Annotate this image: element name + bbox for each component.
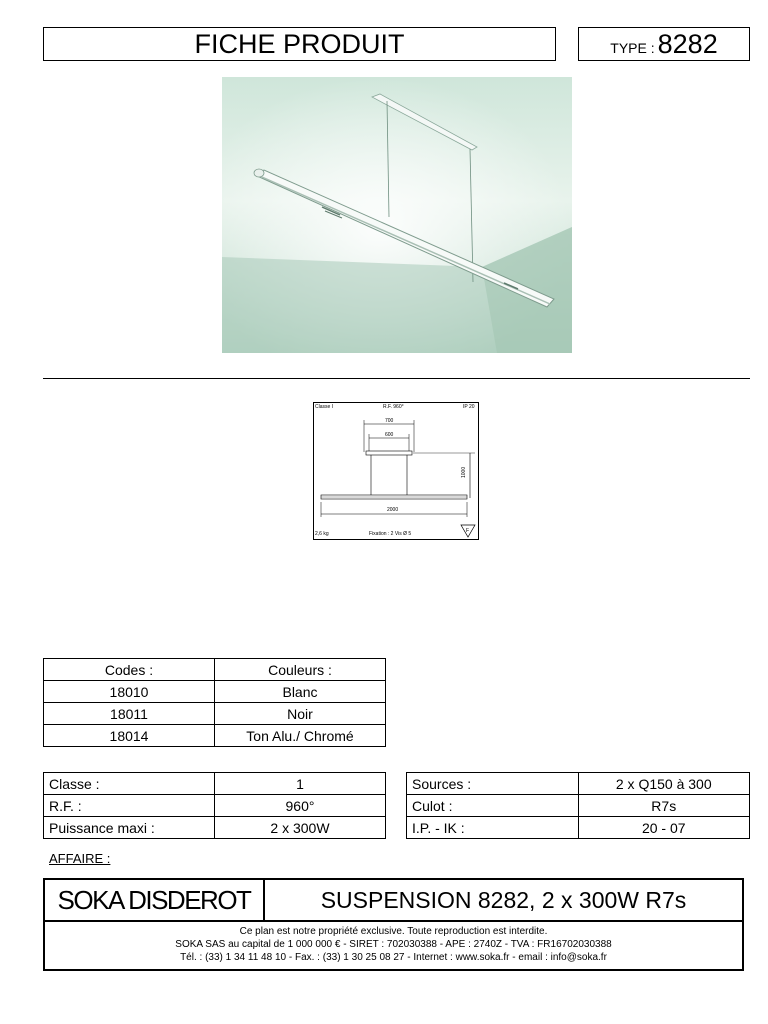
technical-drawing: [313, 402, 479, 540]
drawing-dim-1000: 1000: [461, 466, 467, 478]
legal-line: Ce plan est notre propriété exclusive. Toute reproduction est interdite.: [239, 926, 548, 937]
spec-value: 2 x Q150 à 300: [578, 773, 750, 795]
svg-text:F: F: [466, 528, 470, 534]
table-cell-color: Noir: [215, 703, 386, 725]
company-logo: SOKA DISDEROT: [45, 880, 265, 920]
spec-label: Puissance maxi :: [44, 817, 215, 839]
table-row: [44, 681, 386, 703]
table-row: [44, 817, 386, 839]
drawing-ip: IP 20: [463, 404, 475, 410]
type-number: 8282: [657, 28, 718, 59]
affaire-label: AFFAIRE :: [49, 851, 111, 866]
spec-label: Sources :: [407, 773, 579, 795]
drawing-rf: R.F. 960°: [383, 404, 404, 410]
drawing-weight: 2,6 kg: [315, 531, 329, 537]
codes-table: [43, 658, 386, 747]
spec-value: 960°: [215, 795, 386, 817]
type-label: TYPE :: [610, 40, 655, 56]
table-row: [407, 795, 750, 817]
legal-line: SOKA SAS au capital de 1 000 000 € - SIRET : 702030388 - APE : 2740Z - TVA : FR16702030388: [175, 939, 612, 950]
type-box: [578, 27, 750, 61]
drawing-dim-600: 600: [385, 432, 394, 438]
table-row: [44, 795, 386, 817]
drawing-classe: Classe I: [315, 404, 334, 410]
page-title-box: [43, 27, 556, 61]
table-header-row: [44, 659, 386, 681]
table-cell-code: 18010: [44, 681, 215, 703]
spec-value: 2 x 300W: [215, 817, 386, 839]
footer-box: [43, 878, 744, 971]
footer-divider: [45, 920, 742, 922]
table-row: [407, 817, 750, 839]
table-cell-code: 18014: [44, 725, 215, 747]
specs-left-table: [43, 772, 386, 839]
specs-right-table: [406, 772, 750, 839]
table-header-cell: Codes :: [44, 659, 215, 681]
spec-value: 1: [215, 773, 386, 795]
product-title: SUSPENSION 8282, 2 x 300W R7s: [320, 886, 687, 913]
legal-line: Tél. : (33) 1 34 11 48 10 - Fax. : (33) 1 30 25 08 27 - Internet : www.soka.fr - email : info@soka.fr: [180, 952, 607, 963]
table-cell-color: Ton Alu./ Chromé: [215, 725, 386, 747]
spec-value: R7s: [578, 795, 750, 817]
spec-label: Classe :: [44, 773, 215, 795]
product-photo: [222, 77, 572, 353]
table-cell-code: 18011: [44, 703, 215, 725]
table-header-cell: Couleurs :: [215, 659, 386, 681]
drawing-dim-2000: 2000: [387, 507, 399, 513]
table-row: [44, 703, 386, 725]
drawing-fixation: Fixation : 2 Vis Ø 5: [369, 531, 412, 537]
divider: [43, 378, 750, 379]
spec-label: Culot :: [407, 795, 579, 817]
table-row: [44, 725, 386, 747]
spec-value: 20 - 07: [578, 817, 750, 839]
spec-label: R.F. :: [44, 795, 215, 817]
spec-label: I.P. - IK :: [407, 817, 579, 839]
table-row: [44, 773, 386, 795]
drawing-dim-700: 700: [385, 418, 394, 424]
table-row: [407, 773, 750, 795]
legal-notice: [45, 925, 742, 964]
table-cell-color: Blanc: [215, 681, 386, 703]
page-title: FICHE PRODUIT: [194, 28, 405, 59]
